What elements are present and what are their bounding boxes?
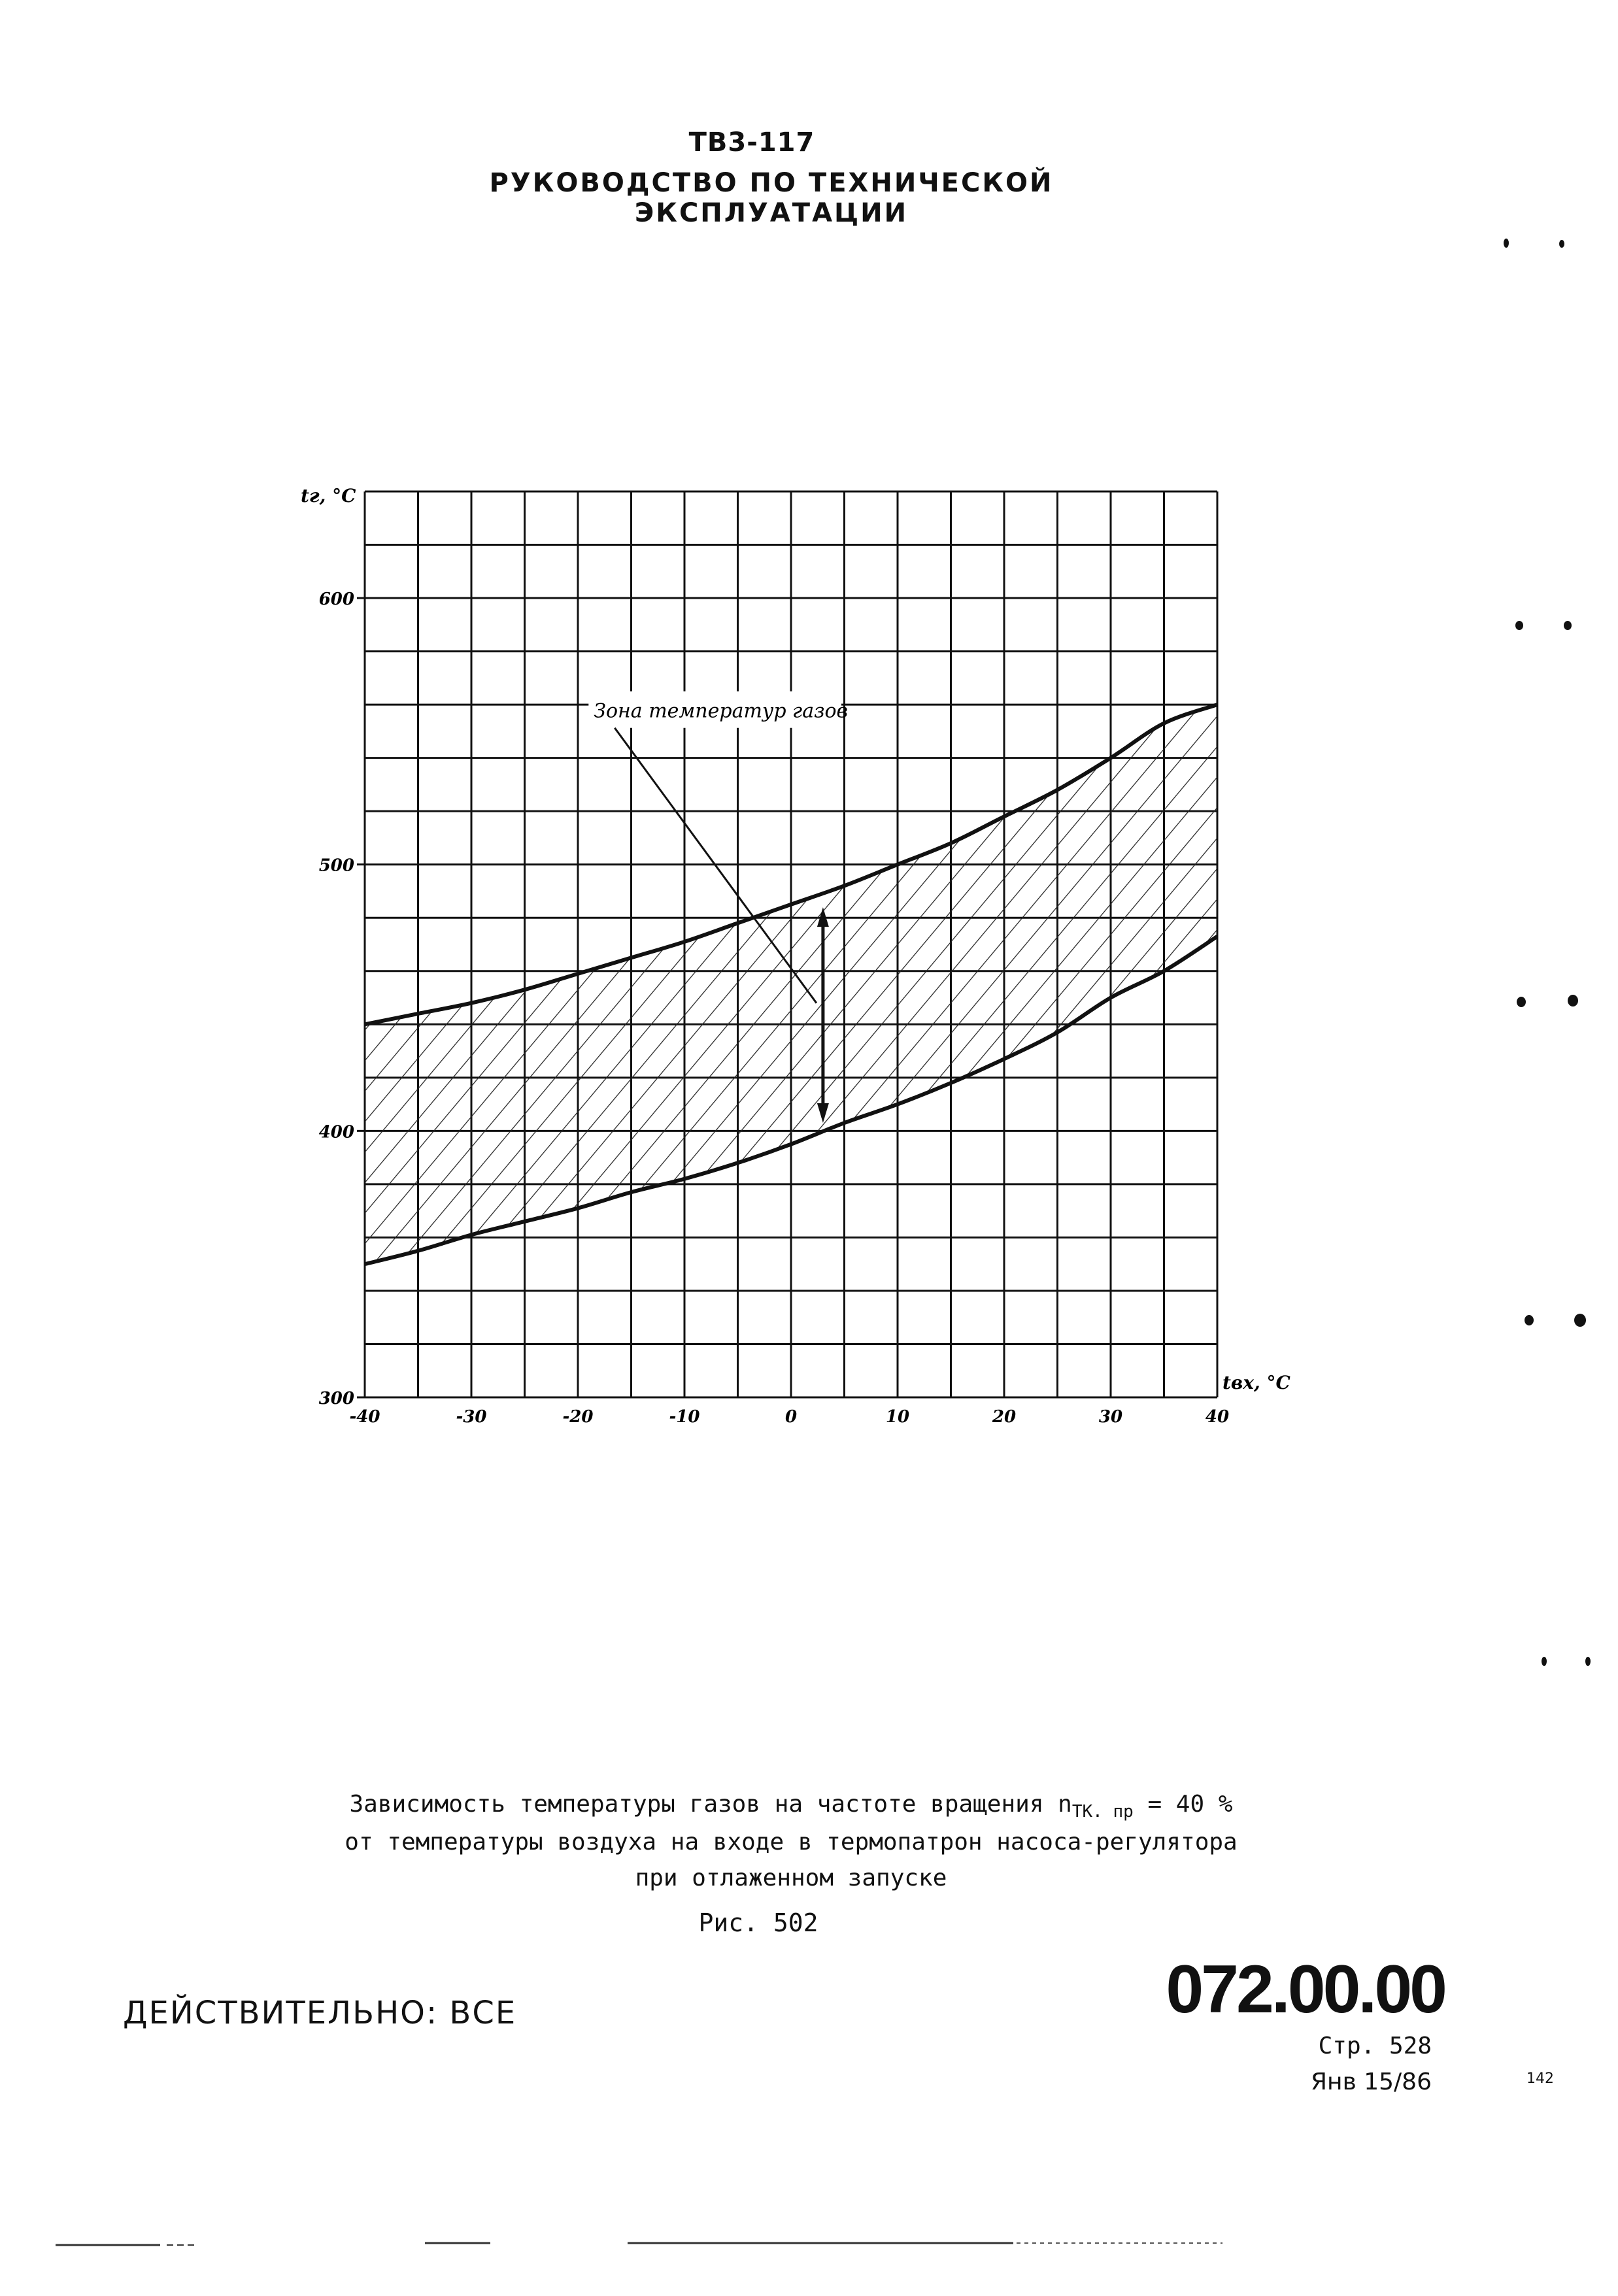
x-axis-label: tвх, °C — [1222, 1372, 1290, 1393]
figure-caption-line-2: от температуры воздуха на входе в термопатрон насоса-регулятора — [345, 1829, 1238, 1855]
x-tick-label: 0 — [784, 1407, 798, 1427]
document-title: РУКОВОДСТВО ПО ТЕХНИЧЕСКОЙ ЭКСПЛУАТАЦИИ — [489, 168, 1054, 228]
figure-caption-line-1 — [281, 1788, 1301, 1829]
x-tick-label: 40 — [1205, 1407, 1230, 1427]
x-tick-label: -10 — [669, 1407, 700, 1427]
punch-hole — [1574, 1314, 1586, 1327]
y-tick-label: 500 — [318, 856, 354, 876]
punch-hole — [1559, 240, 1564, 248]
punch-hole — [1504, 239, 1509, 248]
document-id: ТВ3-117 — [688, 127, 815, 158]
scan-edge-marks — [0, 2235, 1618, 2255]
punch-hole — [1525, 1315, 1534, 1325]
caption-text: Зависимость температуры газов на частоте вращения n — [349, 1791, 1072, 1818]
annotation-label: Зона температур газов — [594, 699, 849, 723]
figure-label: Рис. 502 — [698, 1908, 818, 1937]
punch-hole — [1542, 1657, 1547, 1666]
punch-hole — [1568, 995, 1578, 1007]
figure-caption-line-3: при отлаженном запуске — [635, 1865, 947, 1891]
sheet-number: 142 — [1526, 2071, 1554, 2087]
y-axis-label: tг, °C — [301, 485, 356, 507]
caption-subscript: ТК. пр — [1071, 1802, 1134, 1822]
x-tick-label: 20 — [992, 1407, 1017, 1427]
x-tick-label: -20 — [562, 1407, 594, 1427]
x-tick-label: -40 — [349, 1407, 380, 1427]
y-tick-label: 400 — [318, 1122, 354, 1142]
page-number: Стр. 528 — [1318, 2033, 1432, 2059]
punch-hole — [1517, 997, 1526, 1007]
y-tick-label: 300 — [318, 1389, 354, 1408]
chapter-number: 072.00.00 — [1166, 1952, 1445, 2027]
x-tick-label: 10 — [885, 1407, 910, 1427]
punch-hole — [1585, 1657, 1591, 1666]
punch-hole — [1564, 621, 1572, 630]
validity-note: ДЕЙСТВИТЕЛЬНО: ВСЕ — [123, 1995, 517, 2031]
caption-tail: = 40 % — [1133, 1791, 1233, 1818]
x-tick-label: -30 — [456, 1407, 487, 1427]
y-tick-label: 600 — [318, 590, 354, 610]
x-tick-label: 30 — [1098, 1407, 1123, 1427]
revision-date: Янв 15/86 — [1311, 2069, 1432, 2095]
punch-hole — [1515, 621, 1523, 630]
